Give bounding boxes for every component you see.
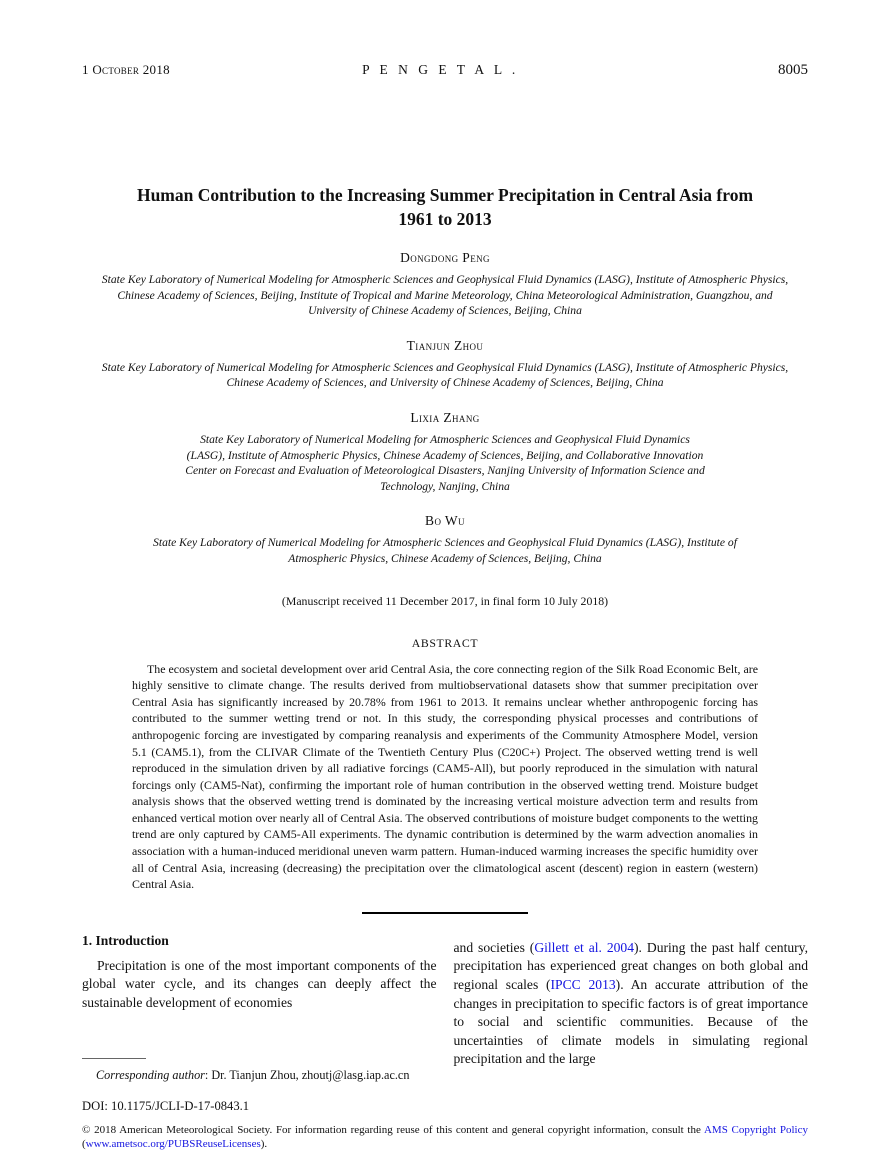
- author-name-3: Lixia Zhang: [410, 409, 480, 425]
- author-affiliation-3: State Key Laboratory of Numerical Modeling for Atmospheric Sciences and Geophysical Fluid Dynamics (LASG), Institute of Atmospheric Physics, Chinese Academy of Sciences, Beijing, and Collaborative Innovation Center on Forecast and Evaluation of Meteorological Disasters, Nanjing University of Information Science and Technology, Nanjing, China: [185, 432, 705, 493]
- doi-line: DOI: 10.1175/JCLI-D-17-0843.1: [82, 1098, 250, 1113]
- page-number: 8005: [778, 62, 808, 78]
- citation-link-gillett-2004[interactable]: Gillett et al. 2004: [534, 939, 635, 955]
- pubs-reuse-licenses-link[interactable]: www.ametsoc.org/PUBSReuseLicenses: [85, 1138, 261, 1151]
- copyright-text: ).: [260, 1138, 268, 1151]
- copyright-text: (: [82, 1138, 86, 1151]
- author-name-2: Tianjun Zhou: [406, 337, 484, 353]
- footnote-rule: [82, 1058, 146, 1059]
- right-column: [454, 931, 809, 1083]
- abstract-text: The ecosystem and societal development over arid Central Asia, the core connecting region of the Silk Road Economic Belt, are highly sensitive to climate change. The results derived from multiobservational datasets show that summer precipitation over Central Asia has significantly increased by 20.78% from 1961 to 2013. It remains unclear whether anthropogenic forcing has contributed to the summer wetting trend or not. In this study, the corresponding physical processes and contributions of anthropogenic forcing are investigated by comparing reanalysis and experiments of the Community Atmosphere Model, version 5.1 (CAM5.1), from the CLIVAR Climate of the Twentieth Century Plus (C20C+) Project. The observed wetting trend is well reproduced in the simulation driven by all radiative forcings (CAM5-All), but poorly reproduced in the simulation with natural forcings only (CAM5-Nat), confirming the important role of human contribution in the observed wetting trend. Moisture budget analysis shows that the observed wetting trend is dominated by the increasing vertical moisture advection term and results from enhanced vertical motion over nearly all of Central Asia. The observed contributions of moisture budget components to the wetting trend are only captured by CAM5-All experiments. The dynamic contribution is determined by the warm advection anomalies in association with a human-induced meridional uneven warm pattern. Human-induced warming increases the specific humidity over all of Central Asia, increasing (decreasing) the precipitation over the climatological ascent (descent) region in eastern (western) Central Asia.: [132, 661, 758, 892]
- intro-text: ). During the past half century, precipitation has experienced great changes on both global and regional scales (: [453, 939, 808, 993]
- copyright-notice: [82, 1123, 808, 1151]
- section-heading-introduction: 1. Introduction: [82, 932, 169, 948]
- copyright-text: © 2018 American Meteorological Society. For information regarding reuse of this content and general copyright information, consult the: [82, 1123, 704, 1136]
- corresponding-author-value: : Dr. Tianjun Zhou, zhoutj@lasg.iap.ac.cn: [204, 1067, 410, 1082]
- corresponding-author-label: Corresponding author: [96, 1067, 205, 1082]
- running-title: P E N G E T A L .: [362, 62, 519, 77]
- abstract-divider: [362, 912, 528, 914]
- paper-title: Human Contribution to the Increasing Summer Precipitation in Central Asia from 1961 to 2013: [136, 185, 754, 229]
- citation-link-ipcc-2013[interactable]: IPCC 2013: [550, 977, 616, 993]
- author-name-4: Bo Wu: [425, 513, 465, 529]
- issue-date: 1 October 2018: [82, 62, 170, 77]
- left-column: [82, 931, 437, 1083]
- intro-paragraph-left: Precipitation is one of the most important components of the global water cycle, and its changes can deeply affect the sustainable development of economies: [82, 957, 437, 1011]
- running-head: [82, 62, 808, 79]
- author-name-1: Dongdong Peng: [400, 250, 490, 265]
- body-columns: [82, 931, 808, 1083]
- intro-paragraph-right: [454, 939, 809, 1069]
- intro-text: and societies (: [453, 939, 535, 955]
- author-affiliation-4: State Key Laboratory of Numerical Modeling for Atmospheric Sciences and Geophysical Fluid Dynamics (LASG), Institute of Atmospheric Physics, Chinese Academy of Sciences, Beijing, China: [153, 536, 737, 565]
- corresponding-author-note: [82, 1068, 437, 1083]
- footnote-block: [82, 1058, 437, 1083]
- intro-text: ). An accurate attribution of the changes in precipitation to specific factors is of great importance to social and scientific communities. Because of the uncertainties of climate models in simulating regional precipitation and the large: [453, 977, 808, 1067]
- ams-copyright-policy-link[interactable]: AMS Copyright Policy: [703, 1123, 808, 1136]
- author-affiliation-1: State Key Laboratory of Numerical Modeling for Atmospheric Sciences and Geophysical Fluid Dynamics (LASG), Institute of Atmospheric Physics, Chinese Academy of Sciences, Beijing, Institute of Tropical and Marine Meteorology, China Meteorological Administration, Guangzhou, and University of Chinese Academy of Sciences, Beijing, China: [101, 273, 789, 318]
- author-affiliation-2: State Key Laboratory of Numerical Modeling for Atmospheric Sciences and Geophysical Fluid Dynamics (LASG), Institute of Atmospheric Physics, Chinese Academy of Sciences, and University of Chinese Academy of Sciences, Beijing, China: [101, 360, 789, 390]
- manuscript-history: (Manuscript received 11 December 2017, in final form 10 July 2018): [281, 593, 609, 608]
- abstract-heading: ABSTRACT: [411, 635, 479, 650]
